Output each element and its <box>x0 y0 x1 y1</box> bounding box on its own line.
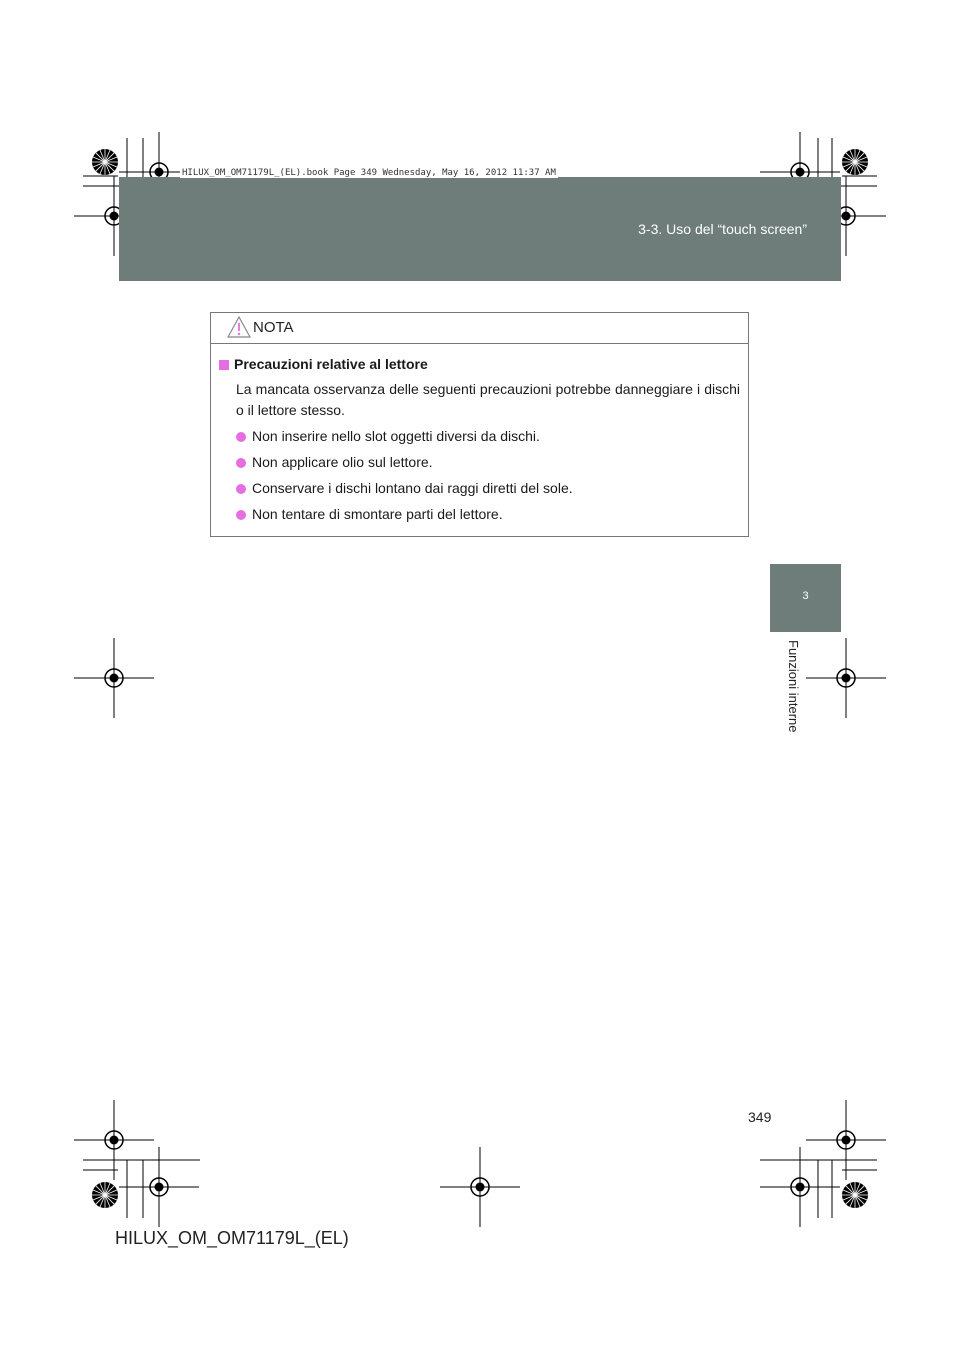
note-title: NOTA <box>253 319 294 336</box>
note-heading <box>219 354 740 375</box>
list-item <box>219 426 740 447</box>
list-item <box>219 504 740 525</box>
list-item-text: Non inserire nello slot oggetti diversi da dischi. <box>252 428 540 444</box>
list-item-text: Conservare i dischi lontano dai raggi diretti del sole. <box>252 480 573 496</box>
note-header <box>211 313 748 344</box>
square-bullet-icon <box>219 360 229 370</box>
header-band <box>119 177 841 281</box>
note-intro: La mancata osservanza delle seguenti precauzioni potrebbe danneggiare i dischi o il lettore stesso. <box>236 381 740 418</box>
list-item-text: Non tentare di smontare parti del lettore. <box>252 506 503 522</box>
note-box <box>210 312 749 537</box>
section-title: 3-3. Uso del “touch screen” <box>638 221 807 237</box>
list-item-text: Non applicare olio sul lettore. <box>252 454 433 470</box>
note-body <box>211 344 748 525</box>
warning-triangle-icon <box>227 316 251 338</box>
chapter-number: 3 <box>802 590 809 602</box>
print-info-line: HILUX_OM_OM71179L_(EL).book Page 349 Wednesday, May 16, 2012 11:37 AM <box>182 168 556 178</box>
document-code: HILUX_OM_OM71179L_(EL) <box>115 1228 349 1248</box>
bullet-icon <box>236 432 246 442</box>
bullet-icon <box>236 510 246 520</box>
chapter-label: Funzioni interne <box>786 640 801 733</box>
bullet-icon <box>236 458 246 468</box>
bullet-icon <box>236 484 246 494</box>
page-number: 349 <box>748 1109 772 1125</box>
chapter-tab <box>770 564 841 632</box>
note-heading-text: Precauzioni relative al lettore <box>234 356 428 372</box>
list-item <box>219 452 740 473</box>
list-item <box>219 478 740 499</box>
